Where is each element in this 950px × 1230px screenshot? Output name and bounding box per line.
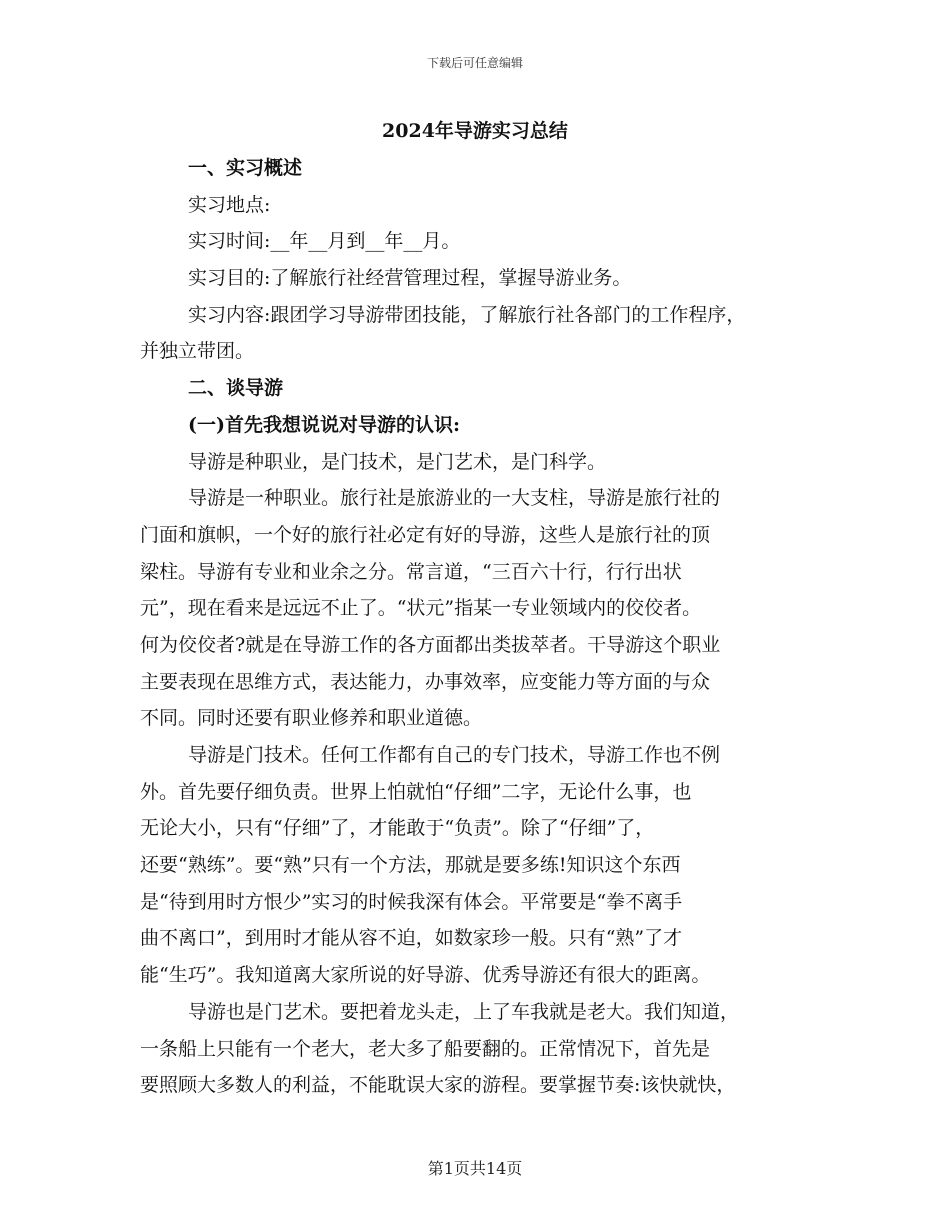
text-line: 元”，现在看来是远远不止了。“状元”指某一专业领域内的佼佼者。	[140, 597, 702, 620]
text-line: 曲不离口”，到用时才能从容不迫，如数家珍一般。只有“熟”了才	[140, 927, 683, 950]
document-title: 2024年导游实习总结	[382, 120, 568, 142]
text-line: 何为佼佼者?就是在导游工作的各方面都出类拔萃者。干导游这个职业	[140, 633, 721, 656]
text-line: 外。首先要仔细负责。世界上怕就怕“仔细”二字，无论什么事，也	[140, 780, 692, 803]
page-footer: 第1页共14页	[427, 1159, 523, 1178]
text-line: 还要“熟练”。要“熟”只有一个方法，那就是要多练!知识这个东西	[140, 854, 681, 877]
text-line: 门面和旗帜，一个好的旅行社必定有好的导游，这些人是旅行社的顶	[140, 523, 711, 546]
text-line: 能“生巧”。我知道离大家所说的好导游、优秀导游还有很大的距离。	[140, 964, 711, 987]
text-line: 导游是门技术。任何工作都有自己的专门技术，导游工作也不例	[188, 744, 721, 766]
header-note: 下载后可任意编辑	[426, 56, 523, 70]
text-line: 不同。同时还要有职业修养和职业道德。	[140, 707, 483, 730]
text-line: 实习地点:	[188, 193, 271, 216]
text-line: 一条船上只能有一个老大，老大多了船要翻的。正常情况下，首先是	[140, 1037, 711, 1060]
text-line: 并独立带团。	[140, 340, 255, 363]
text-line: 实习时间:__年__月到__年__月。	[188, 230, 461, 253]
text-line: 主要表现在思维方式，表达能力，办事效率，应变能力等方面的与众	[140, 670, 711, 693]
text-line: 实习目的:了解旅行社经营管理过程，掌握导游业务。	[188, 267, 632, 290]
document-body	[140, 150, 820, 1104]
text-line: 无论大小，只有“仔细”了，才能敢于“负责”。除了“仔细”了，	[140, 817, 655, 840]
text-line: 导游是种职业，是门技术，是门艺术，是门科学。	[188, 450, 607, 473]
text-line: 导游也是门艺术。要把着龙头走，上了车我就是老大。我们知道，	[188, 1000, 740, 1023]
text-line: 导游是一种职业。旅行社是旅游业的一大支柱，导游是旅行社的	[188, 487, 721, 510]
text-line: 实习内容:跟团学习导游带团技能，了解旅行社各部门的工作程序，	[188, 303, 746, 326]
section-heading: (一)首先我想说说对导游的认识:	[188, 413, 460, 436]
text-line: 梁柱。导游有专业和业余之分。常言道，“三百六十行，行行出状	[140, 560, 682, 583]
text-line: 要照顾大多数人的利益，不能耽误大家的游程。要掌握节奏:该快就快，	[140, 1074, 736, 1097]
text-line: 是“待到用时方恨少”实习的时候我深有体会。平常要是“拳不离手	[140, 890, 683, 913]
section-heading: 二、谈导游	[188, 377, 284, 400]
section-heading: 一、实习概述	[188, 157, 303, 179]
